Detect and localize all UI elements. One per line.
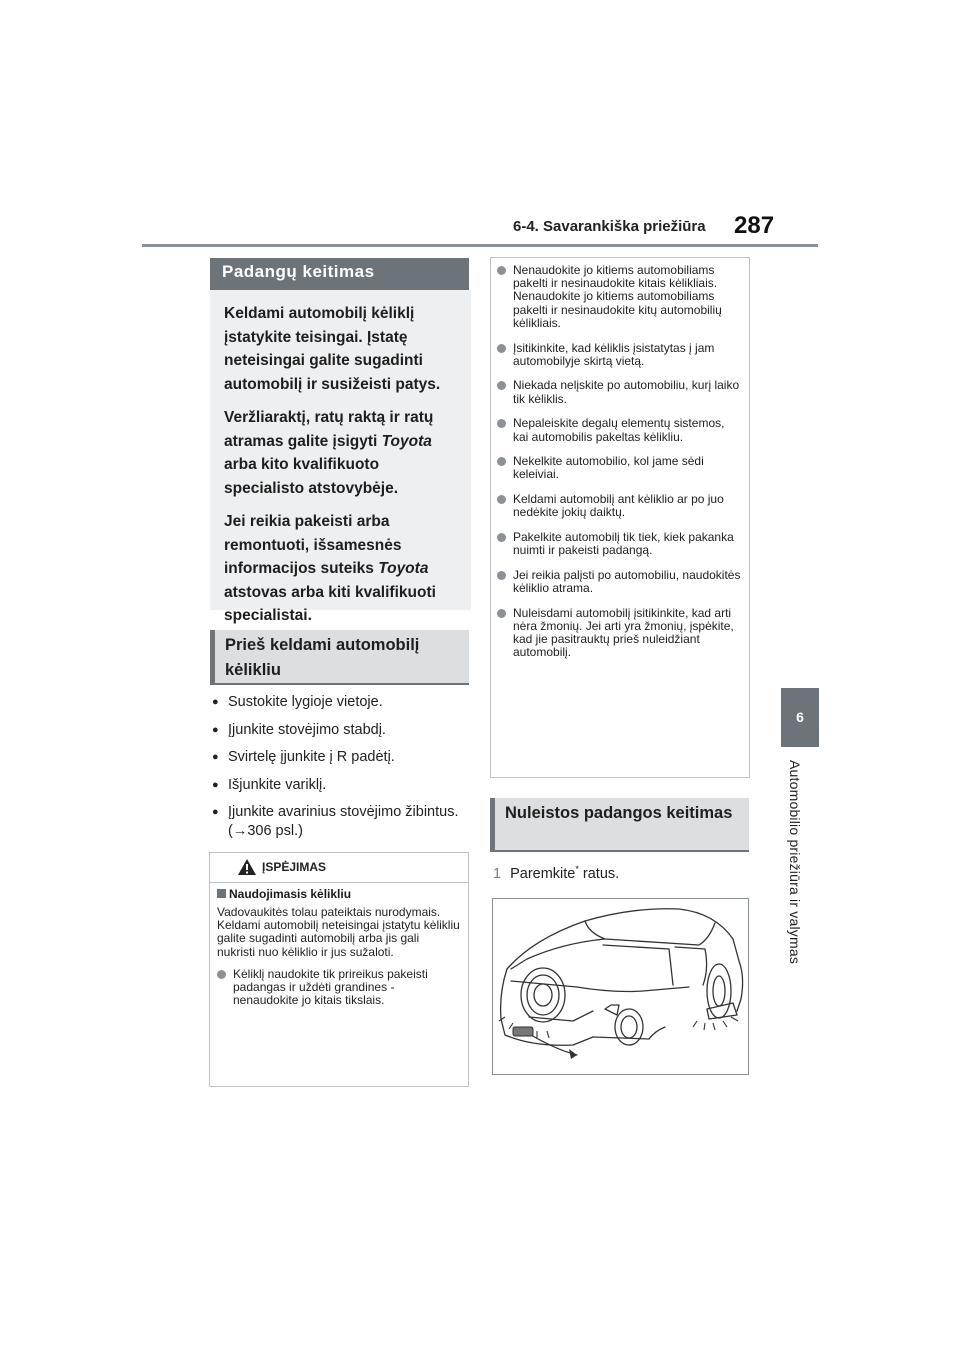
list-item: Įsitikinkite, kad kėliklis įsistatytas į jam automobilyje skirtą vietą. <box>497 342 743 368</box>
list-item: Nepaleiskite degalų elementų sistemos, kai automobilis pakeltas kėlikliu. <box>497 417 743 443</box>
list-item: ● Svirtelę įjunkite į R padėtį. <box>212 748 472 767</box>
car-wheel-chock-illustration <box>492 898 749 1075</box>
bullet-dot-icon <box>497 266 506 275</box>
bullet-dot-icon <box>497 533 506 542</box>
header-divider <box>142 244 818 247</box>
subsection-title-before-lifting: Prieš keldami automobilį kėlikliu <box>210 630 469 685</box>
step-1: 1 Paremkite* ratus. <box>493 864 620 882</box>
bullet-dot-icon <box>497 344 506 353</box>
warning-text: Vadovaukitės tolau pateiktais nurodymais. Keldami automobilį neteisingai įstatytu kėlikliu galite sugadinti automobilį arba jis gali nukristi nuo kėliklio ir jus sužaloti. <box>217 905 460 959</box>
bullet-dot-icon <box>497 571 506 580</box>
notice-box <box>210 290 471 624</box>
list-item: ● Įjunkite avarinius stovėjimo žibintus. (→306 psl.) <box>212 803 472 841</box>
bullet-dot-icon <box>217 970 226 979</box>
list-item: ● Įjunkite stovėjimo stabdį. <box>212 721 472 740</box>
subsection-title-flat-tire: Nuleistos padangos keitimas <box>490 798 749 852</box>
warning-item: Kėliklį naudokite tik prireikus pakeisti padangas ir uždėti grandines - nenaudokite jo kitais tikslais. <box>217 968 460 1008</box>
chapter-label: Automobilio priežiūra ir valymas <box>787 760 803 965</box>
list-item: Nuleisdami automobilį įsitikinkite, kad arti nėra žmonių. Jei arti yra žmonių, įspėkite, kad jie pasitrauktų prieš nuleidžiant automobilį. <box>497 607 743 660</box>
section-heading: 6-4. Savarankiška priežiūra <box>513 218 706 235</box>
bullet-dot-icon <box>497 495 506 504</box>
list-item: Nekelkite automobilio, kol jame sėdi keleiviai. <box>497 455 743 481</box>
section-title: Padangų keitimas <box>210 258 469 290</box>
list-item: Jei reikia palįsti po automobiliu, naudokitės kėliklio atrama. <box>497 569 743 595</box>
notice-paragraph-3: Jei reikia pakeisti arba remontuoti, išsamesnės informacijos suteiks Toyota atstovas arba kiti kvalifikuoti specialistai. <box>224 513 436 624</box>
notice-paragraph-2: Veržliaraktį, ratų raktą ir ratų atramas galite įsigyti Toyota arba kito kvalifikuoto specialisto atstovybėje. <box>224 409 434 497</box>
warning-box <box>209 852 469 1087</box>
list-item: Pakelkite automobilį tik tiek, kiek pakanka nuimti ir pakeisti padangą. <box>497 531 743 557</box>
list-item: ● Išjunkite variklį. <box>212 776 472 795</box>
list-item: Niekada nelįskite po automobiliu, kurį laiko tik kėliklis. <box>497 379 743 405</box>
bullet-dot-icon <box>497 457 506 466</box>
warning-subtitle: Naudojimasis kėlikliu <box>217 887 460 901</box>
warning-continuation-box <box>490 257 750 778</box>
list-item: ● Sustokite lygioje vietoje. <box>212 693 472 712</box>
list-item: Nenaudokite jo kitiems automobiliams pakelti ir nesinaudokite kitais kėlikliais. Nenaudokite jo kitiems automobiliams pakelti ir nesinaudokite kitų automobilių kėlikliais. <box>497 264 743 330</box>
step-number: 1 <box>493 865 502 882</box>
warning-title: ĮSPĖJIMAS <box>262 860 327 874</box>
bullet-dot-icon <box>497 419 506 428</box>
square-bullet-icon <box>217 889 226 898</box>
chapter-tab: 6 <box>781 688 819 747</box>
bullet-dot-icon <box>497 381 506 390</box>
page-number: 287 <box>734 212 775 239</box>
bullet-dot-icon <box>497 609 506 618</box>
notice-paragraph-1: Keldami automobilį kėliklį įstatykite teisingai. Įstatę neteisingai galite sugadinti automobilį ir susižeisti patys. <box>224 305 441 393</box>
warning-triangle-icon <box>238 859 256 875</box>
car-illustration-icon <box>493 899 749 1075</box>
list-item: Keldami automobilį ant kėliklio ar po juo nedėkite jokių daiktų. <box>497 493 743 519</box>
warning-header <box>210 853 468 883</box>
preparation-list <box>212 693 472 850</box>
